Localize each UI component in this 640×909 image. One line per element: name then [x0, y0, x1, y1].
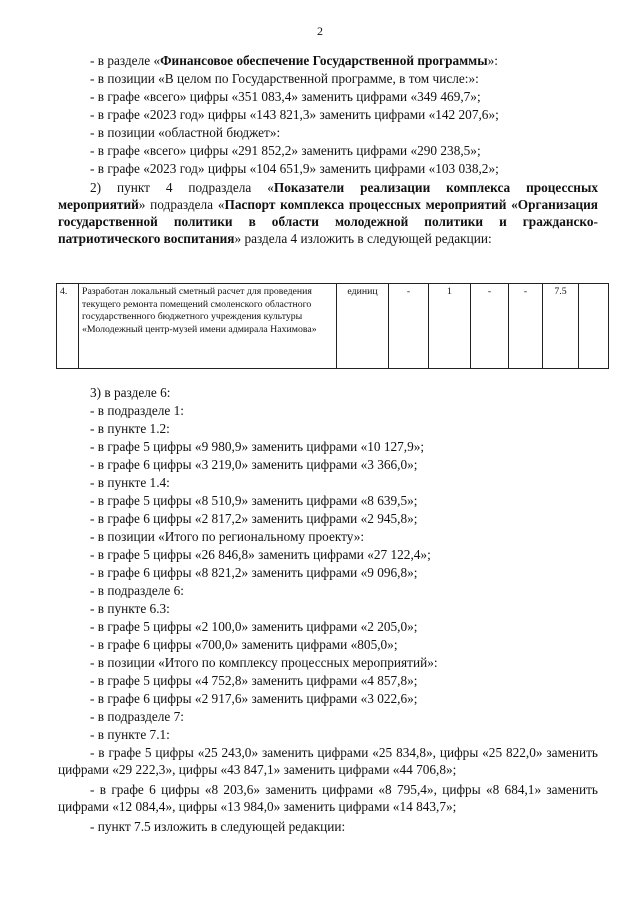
indicator-table	[56, 283, 609, 369]
list-line: - в графе 5 цифры «26 846,8» заменить цифрами «27 122,4»;	[90, 547, 431, 562]
line-regional-budget: - в позиции «областной бюджет»:	[90, 125, 281, 140]
list-line: - в пункте 6.3:	[90, 601, 170, 616]
list-line: - в графе 6 цифры «2 917,6» заменить цифрами «3 022,6»;	[90, 691, 418, 706]
cell-unit: единиц	[337, 284, 389, 369]
cell-value-2: 1	[429, 284, 471, 369]
table-row	[57, 284, 609, 369]
line-total-2023: - в графе «2023 год» цифры «143 821,3» заменить цифрами «142 207,6»;	[90, 107, 499, 122]
cell-description: Разработан локальный сметный расчет для проведения текущего ремонта помещений смоленского областного государственного бюджетного учреждения культуры «Молодежный центр-музей имени адмирала Нахимова»	[79, 284, 337, 369]
list-line: - в подразделе 1:	[90, 403, 184, 418]
cell-value-6	[579, 284, 609, 369]
line-point-7-5: - пункт 7.5 изложить в следующей редакции:	[90, 819, 346, 834]
cell-value-1: -	[389, 284, 429, 369]
line-regional-2023: - в графе «2023 год» цифры «104 651,9» заменить цифрами «103 038,2»;	[90, 161, 499, 176]
line-regional-all: - в графе «всего» цифры «291 852,2» заменить цифрами «290 238,5»;	[90, 143, 481, 158]
list-line: - в графе 6 цифры «2 817,2» заменить цифрами «2 945,8»;	[90, 511, 418, 526]
line-total-all: - в графе «всего» цифры «351 083,4» заменить цифрами «349 469,7»;	[90, 89, 481, 104]
list-line: - в графе 6 цифры «8 821,2» заменить цифрами «9 096,8»;	[90, 565, 418, 580]
list-line: - в позиции «Итого по комплексу процессных мероприятий»:	[90, 655, 438, 670]
list-line: - в графе 5 цифры «4 752,8» заменить цифрами «4 857,8»;	[90, 673, 418, 688]
list-line: - в графе 6 цифры «3 219,0» заменить цифрами «3 366,0»;	[90, 457, 418, 472]
list-line: - в пункте 1.4:	[90, 475, 170, 490]
list-line: - в позиции «Итого по региональному проекту»:	[90, 529, 365, 544]
list-line: - в пункте 1.2:	[90, 421, 170, 436]
paragraph-point-2: 2) пункт 4 подраздела «Показатели реализации комплекса процессных мероприятий» подраздела «Паспорт комплекса процессных мероприятий «Организация государственной политики в области молодежной политики и гражданско-патриотического воспитания» раздела 4 изложить в следующей редакции:	[58, 180, 599, 246]
cell-value-5: 7.5	[543, 284, 579, 369]
list-line: - в графе 5 цифры «9 980,9» заменить цифрами «10 127,9»;	[90, 439, 425, 454]
line-financial-section: - в разделе «Финансовое обеспечение Государственной программы»:	[90, 53, 498, 68]
page-number: 2	[317, 24, 323, 38]
cell-value-4: -	[509, 284, 543, 369]
cell-value-3: -	[471, 284, 509, 369]
list-line: - в пункте 7.1:	[90, 727, 170, 742]
list-line: - в графе 5 цифры «2 100,0» заменить цифрами «2 205,0»;	[90, 619, 418, 634]
line-total-program: - в позиции «В целом по Государственной программе, в том числе:»:	[90, 71, 479, 86]
list-line: - в графе 6 цифры «700,0» заменить цифрами «805,0»;	[90, 637, 398, 652]
list-line: 3) в разделе 6:	[90, 385, 171, 400]
paragraph-7-1-column-6: - в графе 6 цифры «8 203,6» заменить цифрами «8 795,4», цифры «8 684,1» заменить цифрами «12 084,4», цифры «13 984,0» заменить цифрами «14 843,7»;	[58, 782, 598, 814]
list-line: - в подразделе 6:	[90, 583, 184, 598]
cell-number: 4.	[57, 284, 79, 369]
list-line: - в подразделе 7:	[90, 709, 184, 724]
list-line: - в графе 5 цифры «8 510,9» заменить цифрами «8 639,5»;	[90, 493, 418, 508]
paragraph-7-1-column-5: - в графе 5 цифры «25 243,0» заменить цифрами «25 834,8», цифры «25 822,0» заменить цифрами «29 222,3», цифры «43 847,1» заменить цифрами «44 706,8»;	[58, 745, 598, 777]
